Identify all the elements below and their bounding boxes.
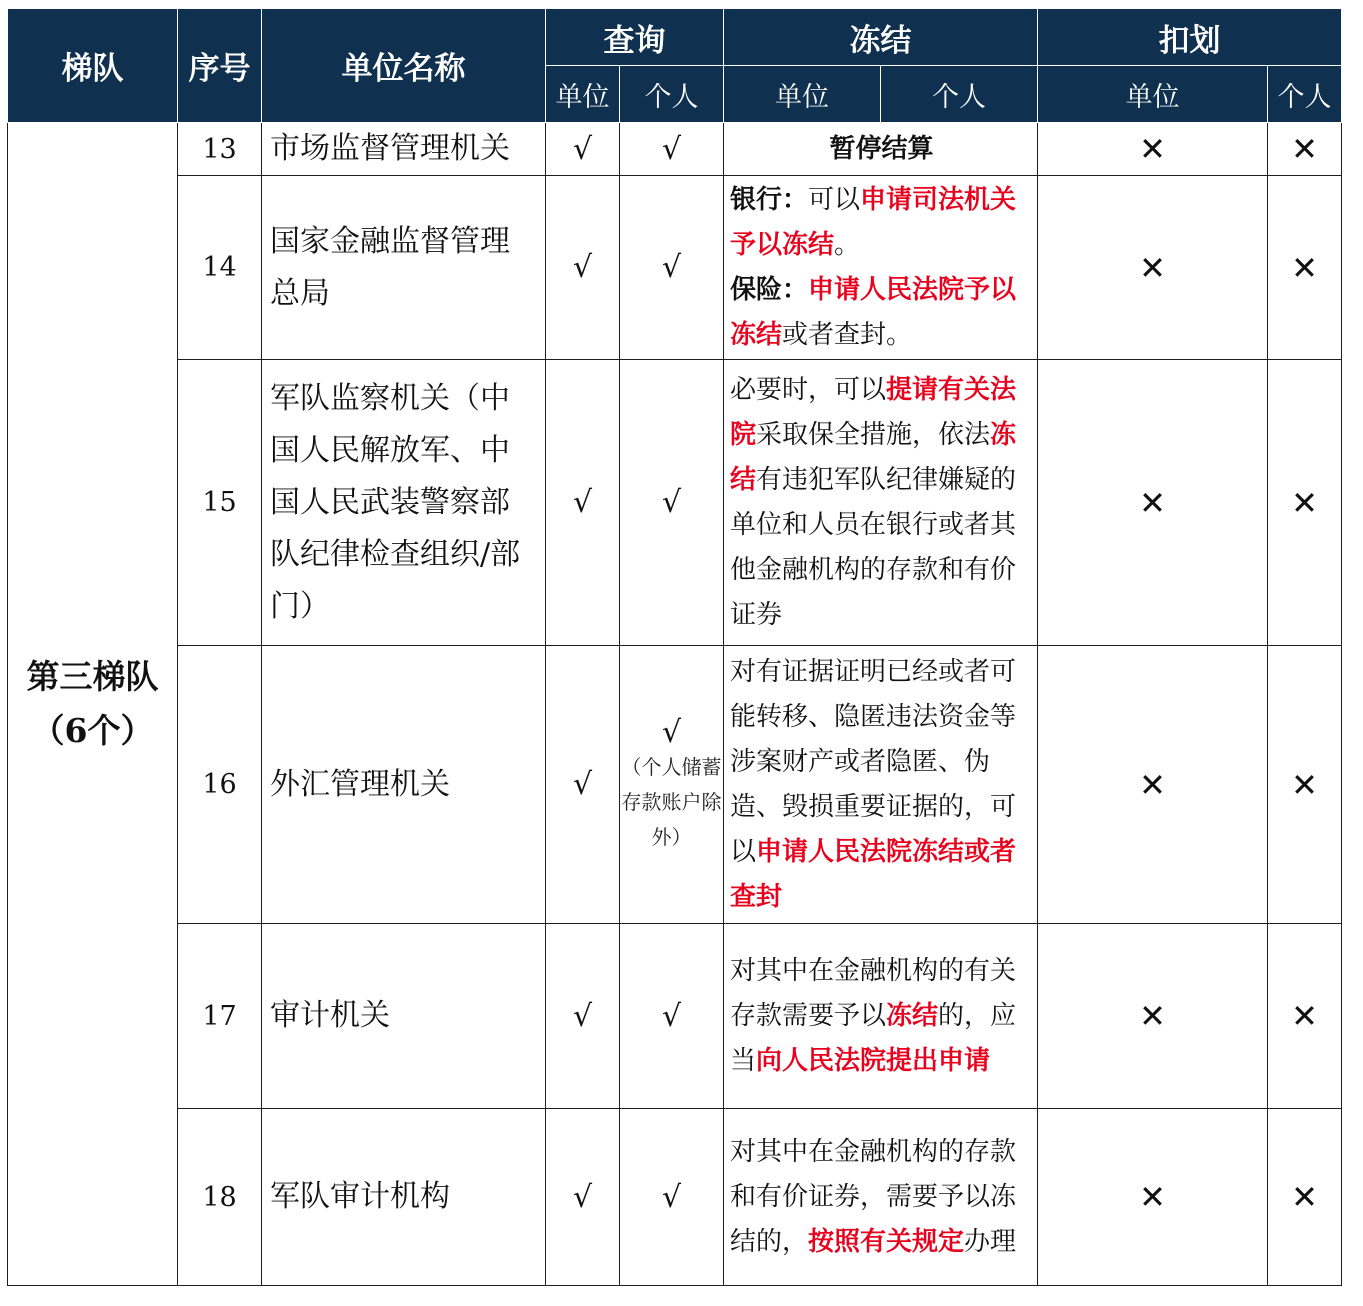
header-tier: 梯队 xyxy=(8,9,178,123)
tier-count: （6个） xyxy=(31,711,154,750)
note-text: 必要时，可以 xyxy=(730,374,887,405)
query-person-check-cell xyxy=(620,646,724,924)
query-person-check: √ xyxy=(620,176,724,360)
note-highlight: 申请司法机关予以冻结 xyxy=(730,184,1017,260)
note-text: 可以 xyxy=(808,184,861,215)
query-person-check: √ xyxy=(620,123,724,176)
note-highlight: 冻结 xyxy=(730,419,1017,495)
table-row xyxy=(8,924,1342,1109)
authority-table xyxy=(7,8,1342,1286)
query-person-check: √ xyxy=(620,360,724,646)
header-freeze-person: 个人 xyxy=(881,66,1038,123)
deduct-person-cross-icon: ✕ xyxy=(1268,176,1342,360)
header-freeze-unit: 单位 xyxy=(724,66,881,123)
header-query-unit: 单位 xyxy=(546,66,620,123)
note-text: 对有证据证明已经或者可能转移、隐匿违法资金等涉案财产或者隐匿、伪造、毁损重要证据的，可以 xyxy=(730,656,1017,867)
tier-label: 第三梯队 xyxy=(26,657,159,696)
note-text: 或者查封。 xyxy=(782,319,913,350)
freeze-note xyxy=(724,176,1038,360)
query-unit-check: √ xyxy=(546,360,620,646)
header-query-person: 个人 xyxy=(620,66,724,123)
note-highlight: 申请人民法院冻结或者查封 xyxy=(730,836,1017,912)
note-highlight: 冻结 xyxy=(886,1000,939,1031)
note-text: 对其中在金融机构的有关存款需要予以 xyxy=(730,955,1017,1031)
note-highlight: 提请有关法院 xyxy=(730,374,1017,450)
header-seq: 序号 xyxy=(178,9,262,123)
note-text: 办理 xyxy=(964,1226,1017,1257)
note-text: 的，应当 xyxy=(730,1000,1017,1076)
freeze-note xyxy=(724,646,1038,924)
query-unit-check: √ xyxy=(546,646,620,924)
query-person-check: √ xyxy=(661,714,682,750)
query-unit-check: √ xyxy=(546,924,620,1109)
query-person-check: √ xyxy=(620,1109,724,1286)
row-seq: 14 xyxy=(178,176,262,360)
header-query: 查询 xyxy=(546,9,724,66)
query-person-check: √ xyxy=(620,924,724,1109)
deduct-unit-cross-icon: ✕ xyxy=(1038,924,1268,1109)
note-text: 。 xyxy=(834,229,861,260)
note-highlight: 申请人民法院予以冻结 xyxy=(730,274,1017,350)
deduct-person-cross-icon: ✕ xyxy=(1268,646,1342,924)
deduct-person-cross-icon: ✕ xyxy=(1268,123,1342,176)
row-unit-name: 外汇管理机关 xyxy=(262,646,546,924)
bank-label: 银行： xyxy=(730,184,809,215)
deduct-unit-cross-icon: ✕ xyxy=(1038,360,1268,646)
row-seq: 17 xyxy=(178,924,262,1109)
table-row xyxy=(8,646,1342,924)
freeze-note: 暂停结算 xyxy=(724,123,1038,176)
table-row xyxy=(8,360,1342,646)
row-unit-name: 国家金融监督管理总局 xyxy=(262,176,546,360)
header-deduct: 扣划 xyxy=(1038,9,1342,66)
header-unit-name: 单位名称 xyxy=(262,9,546,123)
person-exception-note: （个人储蓄存款账户除外） xyxy=(621,754,722,849)
header-deduct-person: 个人 xyxy=(1268,66,1342,123)
row-seq: 16 xyxy=(178,646,262,924)
header-freeze: 冻结 xyxy=(724,9,1038,66)
row-seq: 13 xyxy=(178,123,262,176)
tier-cell xyxy=(8,123,178,1286)
note-text: 有违犯军队纪律嫌疑的单位和人员在银行或者其他金融机构的存款和有价证券 xyxy=(730,464,1017,630)
query-unit-check: √ xyxy=(546,123,620,176)
row-unit-name: 审计机关 xyxy=(262,924,546,1109)
freeze-note xyxy=(724,360,1038,646)
table-row xyxy=(8,1109,1342,1286)
note-text: 采取保全措施，依法 xyxy=(756,419,991,450)
deduct-unit-cross-icon: ✕ xyxy=(1038,1109,1268,1286)
header-deduct-unit: 单位 xyxy=(1038,66,1268,123)
freeze-note xyxy=(724,1109,1038,1286)
deduct-person-cross-icon: ✕ xyxy=(1268,1109,1342,1286)
table-row xyxy=(8,176,1342,360)
row-unit-name: 军队审计机构 xyxy=(262,1109,546,1286)
query-unit-check: √ xyxy=(546,176,620,360)
row-unit-name: 市场监督管理机关 xyxy=(262,123,546,176)
note-text: 对其中在金融机构的存款和有价证券，需要予以冻结的， xyxy=(730,1136,1017,1257)
table-row xyxy=(8,123,1342,176)
note-highlight: 按照有关规定 xyxy=(808,1226,965,1257)
query-unit-check: √ xyxy=(546,1109,620,1286)
deduct-unit-cross-icon: ✕ xyxy=(1038,176,1268,360)
deduct-person-cross-icon: ✕ xyxy=(1268,360,1342,646)
deduct-person-cross-icon: ✕ xyxy=(1268,924,1342,1109)
row-seq: 15 xyxy=(178,360,262,646)
row-unit-name: 军队监察机关（中国人民解放军、中国人民武装警察部队纪律检查组织/部门） xyxy=(262,360,546,646)
row-seq: 18 xyxy=(178,1109,262,1286)
deduct-unit-cross-icon: ✕ xyxy=(1038,646,1268,924)
note-highlight: 向人民法院提出申请 xyxy=(756,1045,991,1076)
deduct-unit-cross-icon: ✕ xyxy=(1038,123,1268,176)
freeze-note xyxy=(724,924,1038,1109)
insurance-label: 保险： xyxy=(730,274,809,305)
